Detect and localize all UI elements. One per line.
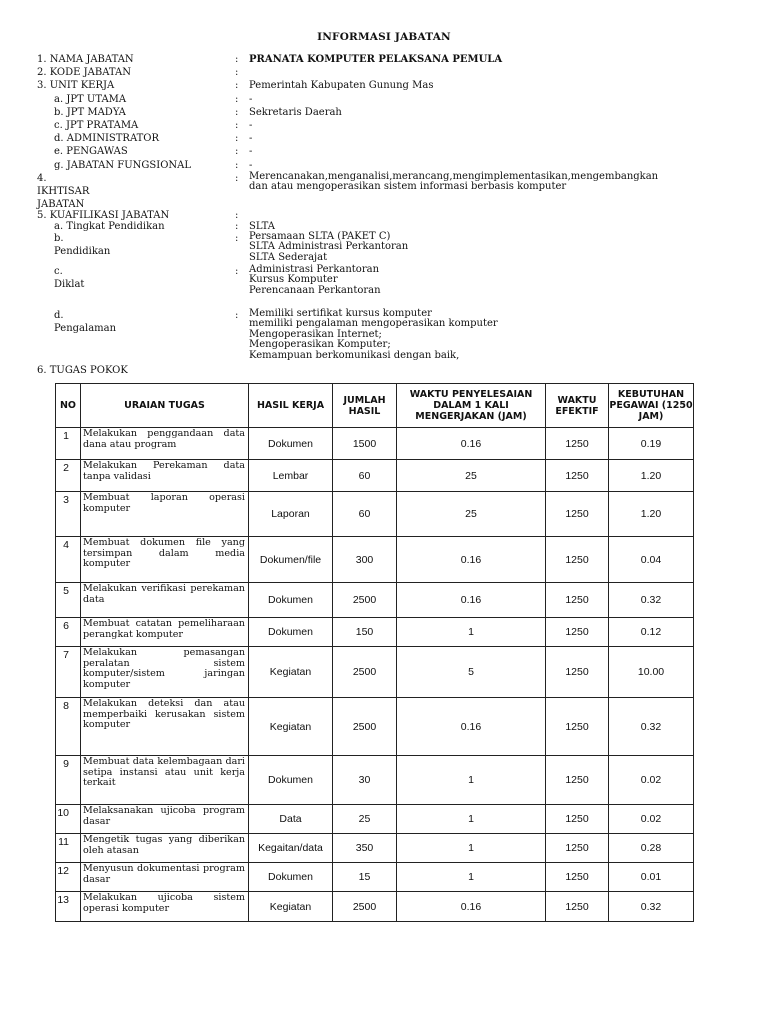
row-jumlah: 2500 — [333, 892, 397, 922]
row-no: 7 — [56, 647, 81, 698]
unit-label: b. JPT MADYA — [54, 106, 126, 118]
colon: : — [235, 106, 239, 118]
colon: : — [235, 232, 239, 244]
ikhtisar-line: Merencanakan,menganalisi,merancang,mengimplementasikan,mengembangkan — [249, 170, 659, 182]
colon: : — [235, 80, 239, 92]
document-title: INFORMASI JABATAN — [317, 31, 451, 43]
pengalaman-line: Mengoperasikan Komputer; — [249, 339, 391, 351]
ikhtisar-label: 4. IKHTISAR JABATAN — [37, 172, 90, 211]
row-efektif: 1250 — [546, 805, 609, 834]
row-jumlah: 300 — [333, 537, 397, 583]
row-uraian: Mengetik tugas yang diberikan oleh atasan — [81, 834, 249, 863]
row-uraian — [81, 618, 249, 647]
row-efektif: 1250 — [546, 537, 609, 583]
row-waktu: 1 — [397, 834, 546, 863]
row-waktu: 0.16 — [397, 892, 546, 922]
table-row — [56, 647, 694, 698]
row-waktu: 1 — [397, 863, 546, 892]
row-uraian: Melaksanakan ujicoba program dasar — [81, 805, 249, 834]
pengalaman-line: Mengoperasikan Internet; — [249, 328, 382, 340]
unit-label: e. PENGAWAS — [54, 146, 128, 158]
unit-kerja-value: Pemerintah Kabupaten Gunung Mas — [249, 80, 434, 92]
header-no: NO — [56, 384, 81, 428]
unit-label: c. JPT PRATAMA — [54, 119, 139, 131]
row-uraian: Membuat dokumen file yang tersimpan dalam media komputer — [81, 537, 249, 583]
row-no: 8 — [56, 698, 81, 756]
table-row — [56, 805, 694, 834]
row-hasil: Dokumen — [249, 618, 333, 647]
row-efektif: 1250 — [546, 834, 609, 863]
unit-value: - — [249, 133, 253, 145]
pendidikan-values — [249, 232, 408, 264]
colon: : — [235, 54, 239, 65]
row-waktu: 0.16 — [397, 698, 546, 756]
tingkat-pendidikan-value: SLTA — [249, 220, 276, 232]
row-waktu: 25 — [397, 460, 546, 492]
row-waktu: 1 — [397, 618, 546, 647]
row-no: 12 — [56, 863, 81, 892]
row-kebutuhan: 0.02 — [609, 805, 694, 834]
pendidikan-line: Persamaan SLTA (PAKET C) — [249, 230, 391, 242]
unit-label: a. JPT UTAMA — [54, 93, 127, 105]
row-kebutuhan: 0.32 — [609, 698, 694, 756]
row-no: 10 — [56, 805, 81, 834]
colon: : — [235, 220, 239, 232]
colon: : — [235, 119, 239, 131]
table-row — [56, 428, 694, 460]
colon: : — [235, 93, 239, 105]
unit-value: - — [249, 119, 253, 131]
row-hasil: Kegaitan/data — [249, 834, 333, 863]
diklat-label: c. Diklat — [54, 265, 85, 290]
row-hasil: Dokumen — [249, 428, 333, 460]
unit-value: - — [249, 159, 253, 171]
row-uraian: Melakukan verifikasi perekaman data — [81, 583, 249, 618]
header-waktu-penyelesaian: WAKTU PENYELESAIAN DALAM 1 KALI MENGERJAKAN (JAM) — [397, 384, 546, 428]
nama-jabatan-label: 1. NAMA JABATAN — [37, 54, 134, 65]
ikhtisar-text — [249, 172, 658, 193]
row-uraian: Melakukan penggandaan data dana atau program — [81, 428, 249, 460]
table-row — [56, 492, 694, 537]
row-no: 11 — [56, 834, 81, 863]
row-efektif: 1250 — [546, 583, 609, 618]
row-waktu: 0.16 — [397, 428, 546, 460]
row-efektif: 1250 — [546, 428, 609, 460]
row-jumlah: 2500 — [333, 583, 397, 618]
unit-kerja-label: 3. UNIT KERJA — [37, 80, 115, 92]
row-no: 3 — [56, 492, 81, 537]
diklat-line: Perencanaan Perkantoran — [249, 284, 381, 296]
row-uraian: Melakukan pemasangan peralatan sistem komputer/sistem jaringan komputer — [81, 647, 249, 698]
tugas-pokok-table — [55, 383, 694, 922]
unit-label: g. JABATAN FUNGSIONAL — [54, 159, 192, 171]
row-uraian-text: Membuat catatan pemeliharaan perangkat komputer — [83, 619, 245, 640]
table-row — [56, 863, 694, 892]
row-efektif: 1250 — [546, 698, 609, 756]
diklat-line: Administrasi Perkantoran — [249, 263, 380, 275]
row-no: 2 — [56, 460, 81, 492]
row-uraian: Membuat laporan operasi komputer — [81, 492, 249, 537]
unit-label: d. ADMINISTRATOR — [54, 133, 160, 145]
row-no: 13 — [56, 892, 81, 922]
row-jumlah: 60 — [333, 492, 397, 537]
row-waktu: 0.16 — [397, 537, 546, 583]
row-hasil: Kegiatan — [249, 698, 333, 756]
row-waktu: 1 — [397, 756, 546, 805]
kualifikasi-label: 5. KUAFILIKASI JABATAN — [37, 209, 170, 221]
row-kebutuhan: 0.32 — [609, 583, 694, 618]
row-jumlah: 150 — [333, 618, 397, 647]
header-jumlah: JUMLAH HASIL — [333, 384, 397, 428]
table-row — [56, 892, 694, 922]
row-uraian: Menyusun dokumentasi program dasar — [81, 863, 249, 892]
row-kebutuhan: 10.00 — [609, 647, 694, 698]
header-waktu-efektif: WAKTU EFEKTIF — [546, 384, 609, 428]
colon: : — [235, 172, 239, 184]
colon: : — [235, 209, 239, 221]
row-kebutuhan: 0.01 — [609, 863, 694, 892]
row-kebutuhan: 0.04 — [609, 537, 694, 583]
header-kebutuhan: KEBUTUHAN PEGAWAI (1250 JAM) — [609, 384, 694, 428]
row-no: 4 — [56, 537, 81, 583]
row-hasil: Dokumen/file — [249, 537, 333, 583]
row-uraian: Melakukan Perekaman data tanpa validasi — [81, 460, 249, 492]
row-efektif: 1250 — [546, 460, 609, 492]
colon: : — [235, 146, 239, 158]
tingkat-pendidikan-label: a. Tingkat Pendidikan — [54, 220, 165, 232]
row-kebutuhan: 1.20 — [609, 492, 694, 537]
row-kebutuhan: 0.28 — [609, 834, 694, 863]
row-hasil: Dokumen — [249, 583, 333, 618]
row-no: 5 — [56, 583, 81, 618]
row-hasil: Kegiatan — [249, 647, 333, 698]
row-jumlah: 30 — [333, 756, 397, 805]
row-efektif: 1250 — [546, 863, 609, 892]
row-jumlah: 2500 — [333, 647, 397, 698]
row-waktu: 1 — [397, 805, 546, 834]
pengalaman-line: memiliki pengalaman mengoperasikan komputer — [249, 318, 498, 330]
row-uraian: Melakukan deteksi dan atau memperbaiki kerusakan sistem komputer — [81, 698, 249, 756]
pendidikan-line: SLTA Sederajat — [249, 251, 328, 263]
pengalaman-values — [249, 309, 498, 362]
table-row — [56, 834, 694, 863]
colon: : — [235, 265, 239, 277]
pendidikan-label: b. Pendidikan — [54, 232, 111, 257]
colon: : — [235, 133, 239, 145]
table-row — [56, 618, 694, 647]
row-jumlah: 350 — [333, 834, 397, 863]
pengalaman-label: d. Pengalaman — [54, 309, 117, 334]
colon: : — [235, 159, 239, 171]
diklat-values — [249, 265, 381, 297]
nama-jabatan-value: PRANATA KOMPUTER PELAKSANA PEMULA — [249, 54, 503, 65]
row-kebutuhan: 0.32 — [609, 892, 694, 922]
row-no: 6 — [56, 618, 81, 647]
row-uraian: Membuat data kelembagaan dari setipa instansi atau unit kerja terkait — [81, 756, 249, 805]
colon: : — [235, 67, 239, 79]
unit-value: - — [249, 93, 253, 105]
row-jumlah: 15 — [333, 863, 397, 892]
row-no: 9 — [56, 756, 81, 805]
table-row — [56, 756, 694, 805]
table-row — [56, 583, 694, 618]
row-hasil: Data — [249, 805, 333, 834]
row-waktu: 5 — [397, 647, 546, 698]
row-hasil: Lembar — [249, 460, 333, 492]
row-uraian: Melakukan ujicoba sistem operasi komputer — [81, 892, 249, 922]
row-jumlah: 2500 — [333, 698, 397, 756]
tugas-pokok-label: 6. TUGAS POKOK — [37, 364, 128, 376]
row-hasil: Laporan — [249, 492, 333, 537]
row-kebutuhan: 0.12 — [609, 618, 694, 647]
row-waktu: 25 — [397, 492, 546, 537]
row-kebutuhan: 1.20 — [609, 460, 694, 492]
row-efektif: 1250 — [546, 492, 609, 537]
unit-value: - — [249, 146, 253, 158]
header-hasil: HASIL KERJA — [249, 384, 333, 428]
row-kebutuhan: 0.19 — [609, 428, 694, 460]
pengalaman-line: Kemampuan berkomunikasi dengan baik, — [249, 350, 460, 362]
table-header-row — [56, 384, 694, 428]
row-kebutuhan: 0.02 — [609, 756, 694, 805]
row-hasil: Kegiatan — [249, 892, 333, 922]
row-jumlah: 1500 — [333, 428, 397, 460]
row-jumlah: 25 — [333, 805, 397, 834]
table-row — [56, 460, 694, 492]
row-hasil: Dokumen — [249, 756, 333, 805]
ikhtisar-line: dan atau mengoperasikan sistem informasi berbasis komputer — [249, 181, 567, 193]
row-efektif: 1250 — [546, 892, 609, 922]
row-jumlah: 60 — [333, 460, 397, 492]
row-hasil: Dokumen — [249, 863, 333, 892]
kode-jabatan-label: 2. KODE JABATAN — [37, 67, 131, 79]
row-efektif: 1250 — [546, 647, 609, 698]
pengalaman-line: Memiliki sertifikat kursus komputer — [249, 307, 432, 319]
row-waktu: 0.16 — [397, 583, 546, 618]
diklat-line: Kursus Komputer — [249, 274, 338, 286]
colon: : — [235, 309, 239, 321]
row-efektif: 1250 — [546, 756, 609, 805]
table-row — [56, 698, 694, 756]
pendidikan-line: SLTA Administrasi Perkantoran — [249, 241, 409, 253]
unit-value: Sekretaris Daerah — [249, 106, 342, 118]
row-no: 1 — [56, 428, 81, 460]
header-uraian: URAIAN TUGAS — [81, 384, 249, 428]
table-row — [56, 537, 694, 583]
row-efektif: 1250 — [546, 618, 609, 647]
